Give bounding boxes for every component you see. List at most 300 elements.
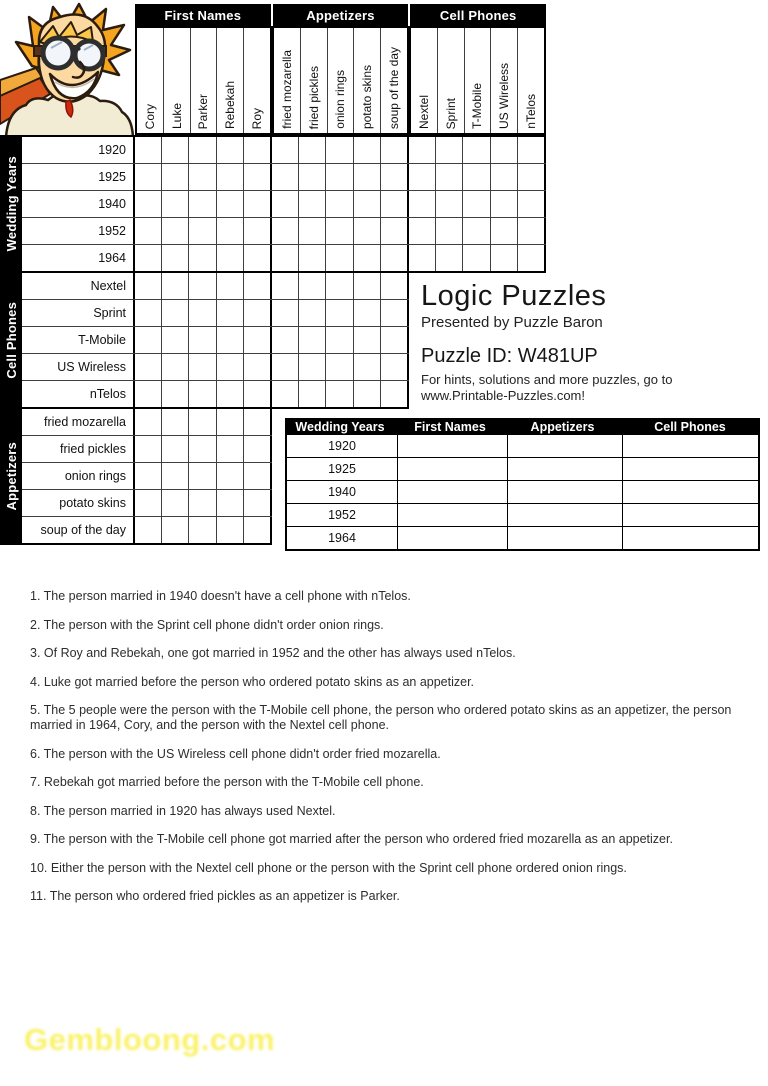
grid-cell[interactable] [135,463,161,489]
row-label: Nextel [22,273,135,299]
column-label: soup of the day [387,46,402,129]
grid-cell[interactable] [435,245,462,271]
grid-cell[interactable] [243,191,270,217]
grid-row [22,463,272,490]
grid-row [22,354,409,381]
column-label-cell [437,28,464,133]
grid-cell[interactable] [135,137,161,163]
grid-cell[interactable] [272,218,298,244]
grid-block [272,245,409,271]
grid-cell[interactable] [188,409,215,435]
grid-cell[interactable] [298,273,325,299]
column-label-cell [464,28,491,133]
grid-cell[interactable] [188,300,215,326]
column-label-cell [517,28,544,133]
row-label: US Wireless [22,354,135,380]
answer-header-first-names: First Names [414,419,486,434]
grid-cell[interactable] [380,137,407,163]
grid-block [135,490,272,516]
grid-cell[interactable] [161,436,188,462]
answer-blank-cell[interactable] [397,481,507,503]
column-label-cell [327,28,354,133]
grid-cell[interactable] [353,245,380,271]
grid-row [22,300,409,327]
grid-cell[interactable] [188,354,215,380]
grid-cell[interactable] [517,137,544,163]
grid-cell[interactable] [298,300,325,326]
column-label: Roy [250,107,265,129]
grid-cell[interactable] [188,463,215,489]
grid-block [272,137,409,163]
grid-cell[interactable] [216,245,243,271]
grid-cell[interactable] [353,137,380,163]
column-label-cell [490,28,517,133]
grid-cell[interactable] [161,245,188,271]
grid-cell[interactable] [135,490,161,516]
answer-table [285,418,760,551]
column-label: Sprint [443,97,458,129]
grid-cell[interactable] [462,218,489,244]
grid-cell[interactable] [380,245,407,271]
hint-line-1: For hints, solutions and more puzzles, go to [421,372,673,388]
grid-cell[interactable] [188,191,215,217]
clue-item: 11. The person who ordered fried pickles as an appetizer is Parker. [30,889,400,903]
grid-row [22,409,272,436]
grid-cell[interactable] [243,300,270,326]
grid-cell[interactable] [161,354,188,380]
grid-cell[interactable] [243,327,270,353]
answer-blank-cell[interactable] [622,527,758,549]
row-label: 1952 [22,218,135,244]
grid-cell[interactable] [188,436,215,462]
column-group-header-first-names: First Names [135,4,271,26]
grid-cell[interactable] [216,354,243,380]
grid-block [272,381,409,407]
column-label-cell [380,28,407,133]
grid-cell[interactable] [135,191,161,217]
grid-cell[interactable] [380,381,407,407]
grid-cell[interactable] [517,164,544,190]
grid-cell[interactable] [435,218,462,244]
grid-block [272,327,409,353]
grid-cell[interactable] [517,218,544,244]
grid-cell[interactable] [161,381,188,407]
answer-table-header [285,418,760,435]
column-label: potato skins [360,64,375,129]
clue-item: 1. The person married in 1940 doesn't have a cell phone with nTelos. [30,589,411,603]
grid-row [22,436,272,463]
grid-cell[interactable] [353,273,380,299]
grid-block [409,164,546,190]
answer-blank-cell[interactable] [507,481,622,503]
grid-cell[interactable] [462,137,489,163]
column-label: Nextel [416,94,431,129]
grid-cell[interactable] [409,137,435,163]
grid-block [135,218,272,244]
grid-cell[interactable] [409,164,435,190]
row-group-labels-bar [0,135,22,545]
grid-cell[interactable] [243,409,270,435]
grid-cell[interactable] [490,164,517,190]
grid-cell[interactable] [325,191,352,217]
column-group-header-appetizers: Appetizers [273,4,409,26]
grid-block [272,164,409,190]
grid-cell[interactable] [243,164,270,190]
grid-cell[interactable] [490,245,517,271]
grid-cell[interactable] [353,191,380,217]
answer-blank-cell[interactable] [397,504,507,526]
goggles-lens-right [75,41,103,69]
grid-block [272,218,409,244]
answer-blank-cell[interactable] [507,435,622,457]
answer-blank-cell[interactable] [397,458,507,480]
grid-cell[interactable] [161,191,188,217]
grid-cell[interactable] [243,218,270,244]
subtitle: Presented by Puzzle Baron [421,314,603,332]
grid-cell[interactable] [272,245,298,271]
grid-cell[interactable] [135,409,161,435]
grid-block [409,218,546,244]
grid-row [22,381,409,407]
column-label: fried pickles [306,65,321,129]
grid-row [22,490,272,517]
grid-cell[interactable] [298,164,325,190]
answer-blank-cell[interactable] [622,481,758,503]
grid-cell[interactable] [517,245,544,271]
column-label-cell [163,28,190,133]
row-group-label-wedding-years [0,135,22,272]
grid-cell[interactable] [216,463,243,489]
grid-cell[interactable] [161,137,188,163]
row-label: nTelos [22,381,135,407]
answer-header-wedding-years: Wedding Years [295,419,385,434]
column-group-headers [135,4,546,26]
row-group-label-text: Wedding Years [3,155,19,251]
clue-item: 6. The person with the US Wireless cell phone didn't order fried mozarella. [30,746,441,761]
row-label: potato skins [22,490,135,516]
grid-cell[interactable] [161,218,188,244]
column-label: fried mozarella [279,50,294,129]
grid-cell[interactable] [325,137,352,163]
row-group-label-text: Cell Phones [3,301,19,379]
grid-cell[interactable] [161,300,188,326]
grid-cell[interactable] [353,300,380,326]
grid-cell[interactable] [216,164,243,190]
grid-cell[interactable] [325,300,352,326]
grid-block [135,245,272,271]
row-label: 1920 [22,137,135,163]
watermark: Gembloong.com [24,1022,276,1057]
row-group-label-appetizers [0,408,22,545]
grid-cell[interactable] [353,327,380,353]
answer-blank-cell[interactable] [507,527,622,549]
row-label: fried mozarella [22,409,135,435]
mascot-illustration [0,0,137,137]
grid-cell[interactable] [272,354,298,380]
grid-block [135,381,272,407]
grid-cell[interactable] [135,164,161,190]
grid-block [409,245,546,271]
answer-year-cell: 1952 [328,508,356,522]
grid-cell[interactable] [353,381,380,407]
grid-cell[interactable] [161,273,188,299]
grid-cell[interactable] [325,354,352,380]
answer-row [287,526,758,549]
answer-year-cell: 1925 [328,462,356,476]
grid-cell[interactable] [272,327,298,353]
grid-cell[interactable] [435,137,462,163]
goggles-lens-left [43,38,73,68]
grid-cell[interactable] [490,137,517,163]
grid-cell[interactable] [325,218,352,244]
grid-cell[interactable] [325,245,352,271]
row-group-wedding-years [22,137,546,273]
grid-block [272,273,409,299]
grid-cell[interactable] [216,191,243,217]
grid-cell[interactable] [216,381,243,407]
grid-cell[interactable] [298,354,325,380]
grid-cell[interactable] [380,218,407,244]
grid-block [135,273,272,299]
row-label: Sprint [22,300,135,326]
grid-cell[interactable] [435,191,462,217]
grid-cell[interactable] [325,273,352,299]
puzzle-id: Puzzle ID: W481UP [421,345,598,368]
grid-cell[interactable] [188,327,215,353]
grid-cell[interactable] [243,273,270,299]
answer-blank-cell[interactable] [622,435,758,457]
grid-cell[interactable] [409,218,435,244]
grid-block [135,137,272,163]
grid-cell[interactable] [325,164,352,190]
grid-cell[interactable] [216,300,243,326]
grid-block [409,137,546,163]
grid-block [272,191,409,217]
grid-cell[interactable] [243,137,270,163]
grid-cell[interactable] [298,327,325,353]
grid-cell[interactable] [135,354,161,380]
grid-cell[interactable] [490,218,517,244]
clue-item: 10. Either the person with the Nextel cell phone or the person with the Sprint cell phone ordered onion rings. [30,860,627,875]
answer-year-cell: 1920 [328,439,356,453]
grid-cell[interactable] [380,273,407,299]
grid-cell[interactable] [216,327,243,353]
grid-cell[interactable] [462,191,489,217]
grid-cell[interactable] [353,218,380,244]
grid-cell[interactable] [380,191,407,217]
grid-cell[interactable] [298,137,325,163]
grid-cell[interactable] [272,381,298,407]
answer-header-appetizers: Appetizers [530,419,595,434]
grid-row [22,245,546,271]
grid-cell[interactable] [517,191,544,217]
grid-row [22,218,546,245]
page-title: Logic Puzzles [421,280,607,312]
grid-cell[interactable] [161,409,188,435]
column-label-cell [137,28,163,133]
grid-cell[interactable] [380,164,407,190]
row-label: 1925 [22,164,135,190]
row-group-appetizers [22,409,272,545]
grid-cell[interactable] [272,273,298,299]
column-label: T-Mobile [470,82,485,129]
grid-block [135,436,272,462]
row-group-label-text: Appetizers [3,442,19,511]
grid-cell[interactable] [380,327,407,353]
grid-cell[interactable] [353,164,380,190]
column-label-cell [190,28,217,133]
grid-cell[interactable] [298,381,325,407]
answer-row [287,435,758,457]
column-label: US Wireless [497,62,512,129]
grid-block [135,191,272,217]
answer-blank-cell[interactable] [397,435,507,457]
clue-item: 9. The person with the T-Mobile cell phone got married after the person who ordered fried mozarella as an appetizer. [30,832,673,846]
column-label: Rebekah [223,80,238,129]
row-label: T-Mobile [22,327,135,353]
clue-item: 7. Rebekah got married before the person with the T-Mobile cell phone. [30,775,424,789]
grid-cell[interactable] [188,490,215,516]
grid-block [135,517,272,543]
grid-cell[interactable] [409,191,435,217]
grid-block [135,327,272,353]
answer-blank-cell[interactable] [507,458,622,480]
clue-item: 5. The 5 people were the person with the T-Mobile cell phone, the person who ordered potato skins as an appetizer, the person married in 1964, Cory, and the person with the Nextel cell phone. [30,703,732,732]
grid-cell[interactable] [272,164,298,190]
grid-cell[interactable] [462,164,489,190]
grid-cell[interactable] [353,354,380,380]
row-label: onion rings [22,463,135,489]
clue-item: 2. The person with the Sprint cell phone didn't order onion rings. [30,617,384,632]
grid-cell[interactable] [135,245,161,271]
grid-cell[interactable] [216,218,243,244]
grid-row [22,191,546,218]
grid-cell[interactable] [135,381,161,407]
grid-cell[interactable] [325,381,352,407]
row-label: fried pickles [22,436,135,462]
grid-cell[interactable] [272,137,298,163]
grid-cell[interactable] [135,436,161,462]
grid-cell[interactable] [409,245,435,271]
grid-cell[interactable] [298,218,325,244]
clue-item: 4. Luke got married before the person who ordered potato skins as an appetizer. [30,674,475,689]
grid-cell[interactable] [216,273,243,299]
row-group-cell-phones [22,273,409,409]
grid-cell[interactable] [188,164,215,190]
grid-cell[interactable] [188,218,215,244]
grid-cell[interactable] [243,245,270,271]
answer-row [287,457,758,480]
clue-item: 3. Of Roy and Rebekah, one got married in 1952 and the other has always used nTelos. [30,646,516,660]
answer-table-body [285,435,760,551]
grid-cell[interactable] [298,245,325,271]
row-label: 1964 [22,245,135,271]
column-label-block-cell-phones [409,26,546,135]
grid-cell[interactable] [135,327,161,353]
column-label: Parker [196,93,211,129]
grid-cell[interactable] [272,300,298,326]
column-labels-strip [135,26,546,135]
grid-cell[interactable] [325,327,352,353]
grid-cell[interactable] [490,191,517,217]
column-label-cell [243,28,270,133]
grid-cell[interactable] [135,273,161,299]
grid-cell[interactable] [161,490,188,516]
grid-cell[interactable] [380,300,407,326]
clue-list [30,589,742,918]
grid-row [22,137,546,164]
grid-block [135,463,272,489]
grid-cell[interactable] [243,354,270,380]
grid-cell[interactable] [243,517,270,543]
answer-year-cell: 1964 [328,531,356,545]
column-label-cell [411,28,437,133]
answer-row [287,480,758,503]
grid-cell[interactable] [161,463,188,489]
grid-cell[interactable] [161,517,188,543]
row-label: 1940 [22,191,135,217]
column-label-cell [300,28,327,133]
answer-row [287,503,758,526]
grid-cell[interactable] [462,245,489,271]
grid-cell[interactable] [188,381,215,407]
clue-item: 8. The person married in 1920 has always used Nextel. [30,803,336,818]
grid-cell[interactable] [380,354,407,380]
grid-cell[interactable] [298,191,325,217]
grid-cell[interactable] [188,273,215,299]
grid-cell[interactable] [435,164,462,190]
grid-cell[interactable] [216,490,243,516]
column-group-header-cell-phones: Cell Phones [410,4,546,26]
grid-cell[interactable] [135,517,161,543]
grid-cell[interactable] [188,137,215,163]
grid-cell[interactable] [188,245,215,271]
hint-line-2: www.Printable-Puzzles.com! [421,388,585,404]
grid-block [272,354,409,380]
branding-block [421,281,672,404]
column-label-block-appetizers [272,26,409,135]
grid-row [22,164,546,191]
grid-block [272,300,409,326]
grid-row [22,517,272,543]
grid-cell[interactable] [216,137,243,163]
grid-cell[interactable] [216,436,243,462]
grid-cell[interactable] [216,409,243,435]
grid-block [135,300,272,326]
grid-cell[interactable] [161,327,188,353]
grid-cell[interactable] [243,463,270,489]
grid-cell[interactable] [243,381,270,407]
grid-cell[interactable] [243,436,270,462]
grid-block [409,191,546,217]
answer-header-cell-phones: Cell Phones [654,419,726,434]
column-label-cell [216,28,243,133]
answer-blank-cell[interactable] [622,504,758,526]
answer-year-cell: 1940 [328,485,356,499]
column-label-cell [274,28,300,133]
grid-cell[interactable] [135,218,161,244]
grid-cell[interactable] [243,490,270,516]
grid-cell[interactable] [161,164,188,190]
answer-blank-cell[interactable] [622,458,758,480]
column-label-cell [353,28,380,133]
grid-cell[interactable] [216,517,243,543]
grid-cell[interactable] [188,517,215,543]
grid-cell[interactable] [135,300,161,326]
grid-cell[interactable] [272,191,298,217]
answer-blank-cell[interactable] [397,527,507,549]
answer-blank-cell[interactable] [507,504,622,526]
